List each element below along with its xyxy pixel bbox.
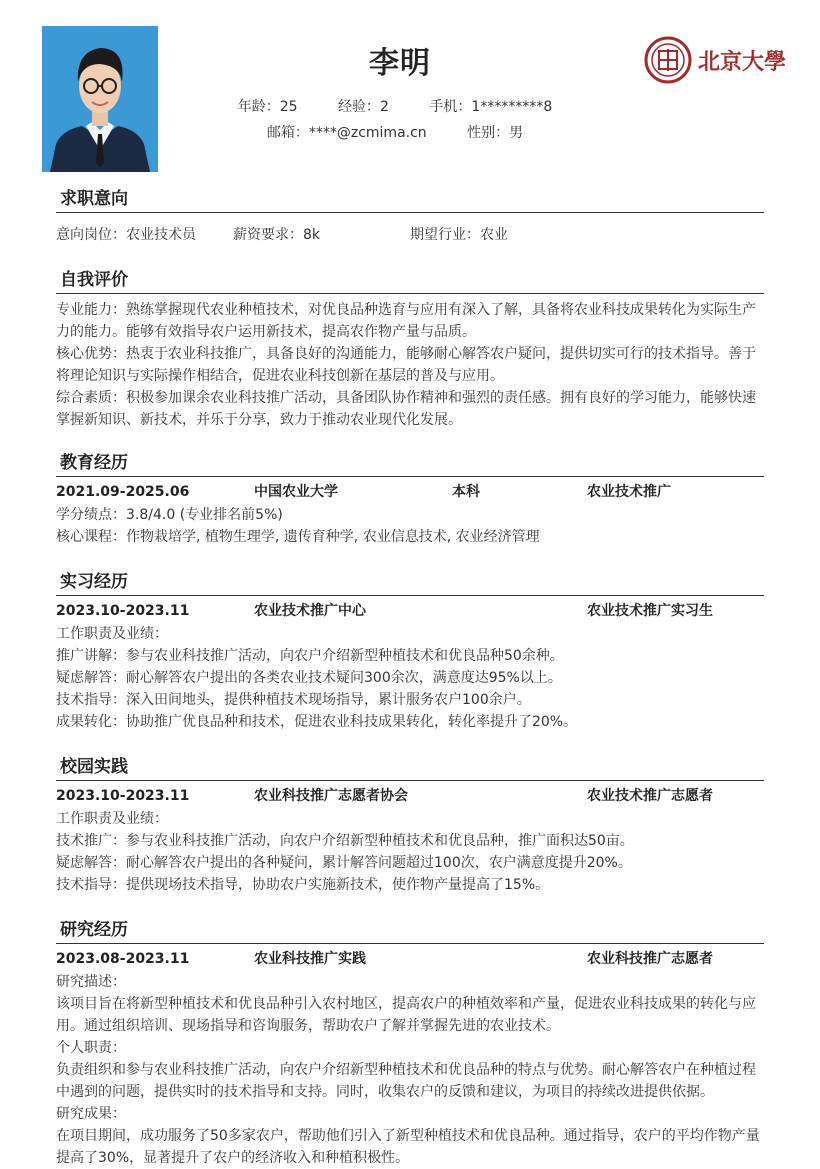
education-period: 2021.09-2025.06 <box>56 484 190 500</box>
self-eval-paragraph: 专业能力：熟练掌握现代农业种植技术，对优良品种选育与应用有深入了解，具备将农业科技成果转化为实际生产力的能力。能够有效指导农户运用新技术，提高农作物产量与品质。 <box>56 302 756 340</box>
job-intent-section <box>56 186 764 247</box>
research-org: 农业科技推广实践 <box>254 951 366 967</box>
email-label: 邮箱： <box>266 125 309 141</box>
email-value: ****@zcmima.cn <box>308 125 427 141</box>
research-line: 个人职责： <box>56 1040 126 1056</box>
self-eval-paragraph: 核心优势：热衷于农业科技推广，具备良好的沟通能力，能够耐心解答农户疑问，提供切实可行的技术指导。善于将理论知识与实际操作相结合，促进农业科技创新在基层的普及与应用。 <box>56 346 756 384</box>
candidate-name: 李明 <box>369 46 431 81</box>
campus-role: 农业技术推广志愿者 <box>587 788 713 804</box>
education-header-row <box>56 480 764 504</box>
intent-salary: 薪资要求：8k <box>233 227 321 243</box>
gender-value: 男 <box>509 125 524 141</box>
research-header-row <box>56 947 764 971</box>
education-line: 学分绩点：3.8/4.0 (专业排名前5%) <box>56 507 283 523</box>
campus-line: 疑虑解答：耐心解答农户提出的各种疑问，累计解答问题超过100次，农户满意度提升20%。 <box>56 855 632 871</box>
campus-line: 技术指导：提供现场技术指导，协助农户实施新技术，使作物产量提高了15%。 <box>56 877 550 893</box>
research-line: 研究描述： <box>56 974 126 990</box>
section-title: 自我评价 <box>56 267 764 294</box>
age-value: 25 <box>279 99 298 115</box>
intent-industry: 期望行业：农业 <box>410 227 508 243</box>
internship-role: 农业技术推广实习生 <box>587 603 713 619</box>
self-evaluation-section <box>56 267 764 431</box>
experience-label: 经验： <box>338 99 381 115</box>
campus-line: 技术推广：参与农业科技推广活动，向农户介绍新型种植技术和优良品种，推广面积达50亩。 <box>56 833 634 849</box>
university-logo <box>644 36 794 86</box>
research-line: 负责组织和参与农业科技推广活动，向农户介绍新型种植技术和优良品种的特点与优势。耐心解答农户在种植过程中遇到的问题，提供实时的技术指导和支持。同时，收集农户的反馈和建议，为项目的持续改进提供依据。 <box>56 1062 756 1100</box>
experience-value: 2 <box>380 99 389 115</box>
internship-body <box>56 623 764 733</box>
section-title: 教育经历 <box>56 450 764 477</box>
internship-line: 工作职责及业绩： <box>56 626 168 642</box>
internship-org: 农业技术推广中心 <box>254 603 366 619</box>
job-intent-row <box>56 223 764 247</box>
section-title: 研究经历 <box>56 917 764 944</box>
university-seal-icon <box>644 36 794 86</box>
research-line: 研究成果： <box>56 1106 126 1122</box>
campus-period: 2023.10-2023.11 <box>56 788 190 804</box>
self-eval-paragraph: 综合素质：积极参加课余农业科技推广活动，具备团队协作精神和强烈的责任感。拥有良好的学习能力，能够快速掌握新知识、新技术，并乐于分享，致力于推动农业现代化发展。 <box>56 390 756 428</box>
internship-header-row <box>56 599 764 623</box>
campus-org: 农业科技推广志愿者协会 <box>254 788 408 804</box>
logo-text: 北京大學 <box>698 49 787 75</box>
phone-value: 1*********8 <box>471 99 553 115</box>
section-title: 求职意向 <box>56 186 764 213</box>
internship-line: 技术指导：深入田间地头，提供种植技术现场指导，累计服务农户100余户。 <box>56 692 531 708</box>
campus-header-row <box>56 784 764 808</box>
intent-position: 意向岗位：农业技术员 <box>56 227 196 243</box>
education-school: 中国农业大学 <box>254 484 338 500</box>
research-line: 在项目期间，成功服务了50多家农户，帮助他们引入了新型种植技术和优良品种。通过指导，农户的平均作物产量提高了30%，显著提升了农户的经济收入和种植积极性。 <box>56 1128 760 1166</box>
internship-line: 疑虑解答：耐心解答农户提出的各类农业技术疑问300余次，满意度达95%以上。 <box>56 670 562 686</box>
section-title: 校园实践 <box>56 754 764 781</box>
education-major: 农业技术推广 <box>587 484 671 500</box>
education-body <box>56 504 764 548</box>
education-section <box>56 450 764 548</box>
research-period: 2023.08-2023.11 <box>56 951 190 967</box>
education-degree: 本科 <box>452 484 480 500</box>
phone-label: 手机： <box>429 99 472 115</box>
section-title: 实习经历 <box>56 569 764 596</box>
gender-label: 性别： <box>467 125 510 141</box>
internship-line: 推广讲解：参与农业科技推广活动，向农户介绍新型种植技术和优良品种50余种。 <box>56 648 564 664</box>
internship-period: 2023.10-2023.11 <box>56 603 190 619</box>
research-body <box>56 971 764 1169</box>
self-eval-body <box>56 299 764 431</box>
research-role: 农业科技推广志愿者 <box>587 951 713 967</box>
basic-info-line-1 <box>0 96 790 116</box>
education-line: 核心课程：作物栽培学, 植物生理学, 遗传育种学, 农业信息技术, 农业经济管理 <box>56 529 540 545</box>
campus-line: 工作职责及业绩： <box>56 811 168 827</box>
campus-body <box>56 808 764 896</box>
campus-practice-section <box>56 754 764 896</box>
internship-line: 成果转化：协助推广优良品种和技术，促进农业科技成果转化，转化率提升了20%。 <box>56 714 578 730</box>
basic-info-line-2 <box>0 122 790 142</box>
internship-section <box>56 569 764 733</box>
research-line: 该项目旨在将新型种植技术和优良品种引入农村地区，提高农户的种植效率和产量，促进农业科技成果的转化与应用。通过组织培训、现场指导和咨询服务，帮助农户了解并掌握先进的农业技术。 <box>56 996 756 1034</box>
age-label: 年龄： <box>237 99 280 115</box>
research-section <box>56 917 764 1169</box>
